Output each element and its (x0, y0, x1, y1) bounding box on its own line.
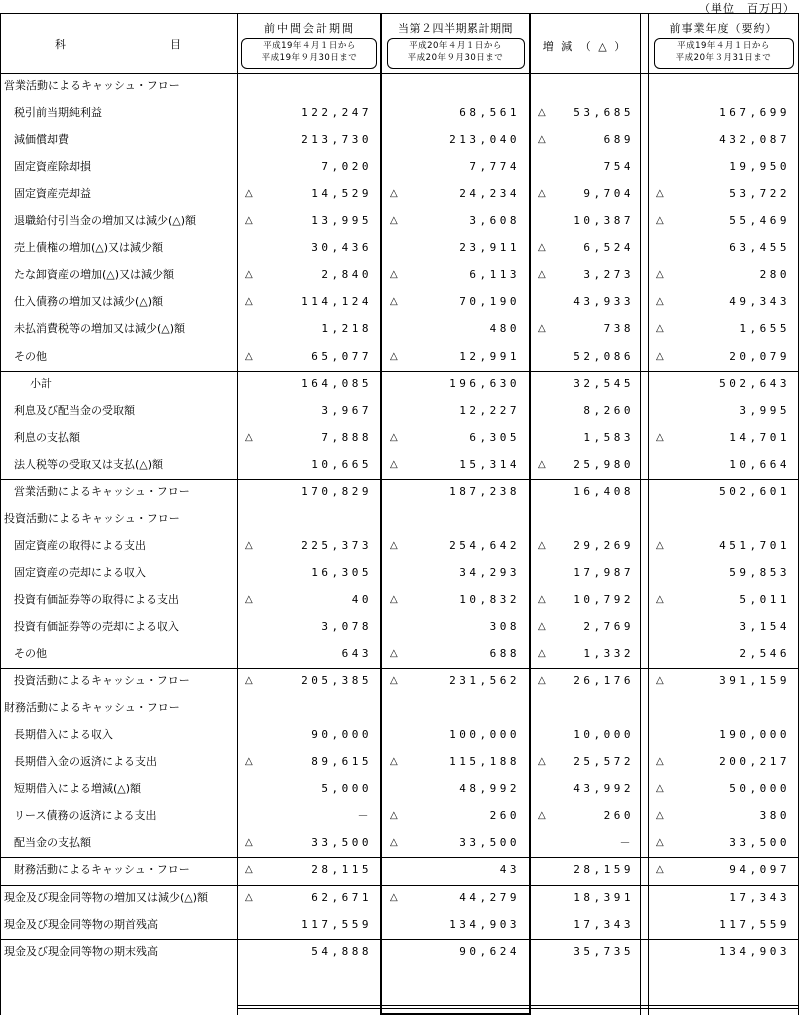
cell-value: 90,000 (311, 728, 372, 742)
row-rule (530, 857, 798, 858)
cell-value: 190,000 (719, 728, 790, 742)
col-separator (237, 13, 238, 1015)
cell-value: 10,792 (573, 592, 634, 606)
row-label: 売上債権の増加(△)又は減少額 (14, 241, 164, 255)
cell-value: 7,774 (469, 160, 520, 174)
left-border (0, 13, 1, 1015)
row-label: 減価償却費 (14, 133, 69, 147)
negative-marker: △ (390, 269, 398, 281)
current-period-right-border (529, 13, 531, 1015)
cell-value: － (357, 809, 372, 823)
negative-marker: △ (656, 215, 664, 227)
cell-value: 5,011 (739, 592, 790, 606)
cell-value: 12,227 (459, 403, 520, 417)
row-rule (381, 479, 530, 480)
negative-marker: △ (656, 675, 664, 687)
negative-marker: △ (390, 810, 398, 822)
cell-value: 17,343 (573, 917, 634, 931)
row-rule (530, 885, 798, 886)
cell-value: 10,000 (573, 728, 634, 742)
cell-value: 187,238 (449, 484, 520, 498)
cell-value: 480 (489, 322, 520, 336)
negative-marker: △ (656, 783, 664, 795)
cell-value: 43,992 (573, 782, 634, 796)
header-prev-interim-title: 前中間会計期間 (264, 22, 355, 35)
header-current-from: 平成20年４月１日から (409, 41, 502, 51)
negative-marker: △ (245, 891, 253, 903)
cell-value: 62,671 (311, 890, 372, 904)
cell-value: 17,343 (729, 890, 790, 904)
cell-value: 231,562 (449, 674, 520, 688)
cell-value: 308 (489, 620, 520, 633)
cell-value: 380 (759, 809, 790, 823)
row-rule (381, 939, 530, 940)
cell-value: 29,269 (573, 538, 634, 552)
row-label: 固定資産の取得による支出 (14, 538, 146, 552)
row-label: 利息及び配当金の受取額 (14, 403, 135, 417)
cell-value: 14,529 (311, 187, 372, 201)
row-rule (530, 668, 798, 669)
cell-value: 20,079 (729, 349, 790, 363)
negative-marker: △ (245, 593, 253, 605)
negative-marker: △ (390, 539, 398, 551)
cell-value: 33,500 (311, 836, 372, 850)
header-prev-year-from: 平成19年４月１日から (677, 41, 770, 51)
negative-marker: △ (390, 837, 398, 849)
negative-marker: △ (538, 107, 546, 119)
negative-marker: △ (390, 891, 398, 903)
negative-marker: △ (538, 621, 546, 632)
row-rule (381, 668, 530, 669)
cell-value: 30,436 (311, 241, 372, 255)
cell-value: 8,260 (583, 403, 634, 417)
row-label: 法人税等の受取又は支払(△)額 (14, 457, 164, 471)
negative-marker: △ (390, 756, 398, 768)
cell-value: 3,078 (321, 620, 372, 633)
cell-value: 28,159 (573, 863, 634, 877)
negative-marker: △ (390, 296, 398, 308)
cell-value: 26,176 (573, 674, 634, 688)
cell-value: 2,546 (739, 647, 790, 661)
header-current-title: 当第２四半期累計期間 (398, 22, 513, 35)
negative-marker: △ (538, 323, 546, 335)
row-label: 投資有価証券等の取得による支出 (14, 592, 179, 606)
negative-marker: △ (390, 350, 398, 362)
row-label: 配当金の支払額 (14, 836, 91, 850)
negative-marker: △ (538, 593, 546, 605)
negative-marker: △ (245, 269, 253, 281)
cell-value: 200,217 (719, 755, 790, 769)
negative-marker: △ (245, 215, 253, 227)
row-label: 短期借入による増減(△)額 (14, 782, 142, 796)
cell-value: 53,685 (573, 106, 634, 120)
negative-marker: △ (656, 431, 664, 443)
negative-marker: △ (245, 837, 253, 849)
cell-value: 738 (603, 322, 634, 336)
cell-value: 59,853 (729, 565, 790, 579)
negative-marker: △ (538, 539, 546, 551)
row-label: 現金及び現金同等物の増加又は減少(△)額 (4, 890, 209, 904)
row-label: 仕入債務の増加又は減少(△)額 (14, 295, 164, 309)
header-prev-interim-from: 平成19年４月１日から (263, 41, 356, 51)
current-period-left-border (380, 13, 382, 1015)
row-rule (381, 885, 530, 886)
row-label: 固定資産の売却による収入 (14, 565, 146, 579)
negative-marker: △ (245, 756, 253, 768)
header-prev-year-title: 前事業年度（要約） (669, 22, 778, 35)
negative-marker: △ (538, 188, 546, 200)
row-label: 現金及び現金同等物の期首残高 (4, 917, 158, 931)
cell-value: 164,085 (301, 376, 372, 390)
cell-value: 18,391 (573, 890, 634, 904)
section-heading: 財務活動によるキャッシュ・フロー (4, 701, 180, 715)
cell-value: 754 (603, 160, 634, 174)
negative-marker: △ (538, 269, 546, 281)
col-separator (640, 13, 641, 1015)
cell-value: 50,000 (729, 782, 790, 796)
cell-value: 689 (603, 133, 634, 147)
cell-value: 55,469 (729, 214, 790, 228)
negative-marker: △ (656, 269, 664, 281)
cell-value: 213,730 (301, 133, 372, 147)
cell-value: 100,000 (449, 728, 520, 742)
cell-value: 40 (351, 592, 372, 606)
cell-value: 17,987 (573, 565, 634, 579)
row-label: 営業活動によるキャッシュ・フロー (14, 484, 190, 498)
row-label: 小計 (30, 376, 52, 390)
cell-value: 134,903 (719, 944, 790, 958)
cell-value: 117,559 (719, 917, 790, 931)
negative-marker: △ (245, 539, 253, 551)
negative-marker: △ (245, 188, 253, 200)
row-rule (0, 668, 380, 669)
negative-marker: △ (245, 431, 253, 443)
cell-value: 94,097 (729, 863, 790, 877)
cell-value: 28,115 (311, 863, 372, 877)
negative-marker: △ (656, 350, 664, 362)
cell-value: 34,293 (459, 565, 520, 579)
row-label: その他 (14, 349, 47, 363)
row-label: 現金及び現金同等物の期末残高 (4, 944, 158, 958)
cell-value: 16,305 (311, 565, 372, 579)
cell-value: 3,608 (469, 214, 520, 228)
total-double-rule-top (237, 1005, 799, 1006)
negative-marker: △ (245, 675, 253, 687)
section-heading: 営業活動によるキャッシュ・フロー (4, 79, 180, 92)
row-rule (381, 857, 530, 858)
cell-value: 3,967 (321, 403, 372, 417)
table-top-rule (0, 13, 799, 14)
cell-value: － (619, 836, 634, 850)
cell-value: 451,701 (719, 538, 790, 552)
cell-value: 70,190 (459, 295, 520, 309)
header-change: 増 減 （ △ ） (542, 40, 628, 53)
row-label: その他 (14, 647, 47, 661)
header-prev-year-to: 平成20年３月31日まで (675, 53, 772, 63)
cell-value: 213,040 (449, 133, 520, 147)
cell-value: 225,373 (301, 538, 372, 552)
section-heading: 投資活動によるキャッシュ・フロー (4, 511, 180, 525)
row-rule (0, 857, 380, 858)
row-rule (530, 371, 798, 372)
cell-value: 260 (489, 809, 520, 823)
cell-value: 3,154 (739, 620, 790, 633)
cell-value: 53,722 (729, 187, 790, 201)
cell-value: 52,086 (573, 349, 634, 363)
cell-value: 391,159 (719, 674, 790, 688)
cell-value: 2,840 (321, 268, 372, 282)
cell-value: 117,559 (301, 917, 372, 931)
negative-marker: △ (656, 188, 664, 200)
cell-value: 122,247 (301, 106, 372, 120)
row-rule (530, 939, 798, 940)
negative-marker: △ (390, 593, 398, 605)
negative-marker: △ (538, 134, 546, 146)
row-label: 利息の支払額 (14, 430, 80, 444)
cell-value: 196,630 (449, 376, 520, 390)
cell-value: 643 (341, 647, 372, 661)
cell-value: 1,218 (321, 322, 372, 336)
negative-marker: △ (538, 675, 546, 687)
header-prev-interim-to: 平成19年９月30日まで (261, 53, 358, 63)
negative-marker: △ (390, 188, 398, 200)
row-rule (0, 939, 380, 940)
row-label: たな卸資産の増加(△)又は減少額 (14, 268, 175, 282)
row-label: リース債務の返済による支出 (14, 809, 157, 823)
negative-marker: △ (390, 458, 398, 470)
negative-marker: △ (656, 837, 664, 849)
row-rule (0, 479, 380, 480)
cell-value: 2,769 (583, 620, 634, 633)
cell-value: 114,124 (301, 295, 372, 309)
cell-value: 23,911 (459, 241, 520, 255)
row-label: 税引前当期純利益 (14, 106, 102, 120)
negative-marker: △ (656, 864, 664, 876)
row-label: 長期借入金の返済による支出 (14, 755, 157, 769)
row-label: 未払消費税等の増加又は減少(△)額 (14, 322, 186, 336)
cell-value: 205,385 (301, 674, 372, 688)
cell-value: 44,279 (459, 890, 520, 904)
cell-value: 6,524 (583, 241, 634, 255)
negative-marker: △ (538, 458, 546, 470)
cell-value: 48,992 (459, 782, 520, 796)
row-rule (530, 479, 798, 480)
cell-value: 43,933 (573, 295, 634, 309)
cell-value: 502,601 (719, 484, 790, 498)
cell-value: 13,995 (311, 214, 372, 228)
cell-value: 167,699 (719, 106, 790, 120)
negative-marker: △ (245, 864, 253, 876)
cell-value: 35,735 (573, 944, 634, 958)
row-rule (0, 885, 380, 886)
cell-value: 25,572 (573, 755, 634, 769)
negative-marker: △ (656, 323, 664, 335)
row-label: 投資活動によるキャッシュ・フロー (14, 674, 190, 688)
cell-value: 89,615 (311, 755, 372, 769)
cell-value: 9,704 (583, 187, 634, 201)
negative-marker: △ (390, 215, 398, 227)
row-label: 固定資産売却益 (14, 187, 91, 201)
negative-marker: △ (538, 756, 546, 768)
cell-value: 63,455 (729, 241, 790, 255)
cell-value: 502,643 (719, 376, 790, 390)
unit-label: （単位 百万円） (699, 2, 795, 15)
cell-value: 688 (489, 647, 520, 661)
cell-value: 14,701 (729, 430, 790, 444)
cell-value: 1,332 (583, 647, 634, 661)
cell-value: 260 (603, 809, 634, 823)
cell-value: 15,314 (459, 457, 520, 471)
cell-value: 1,655 (739, 322, 790, 336)
cell-value: 33,500 (729, 836, 790, 850)
cell-value: 25,980 (573, 457, 634, 471)
cell-value: 49,343 (729, 295, 790, 309)
cell-value: 7,020 (321, 160, 372, 174)
cell-value: 24,234 (459, 187, 520, 201)
col-separator (648, 13, 649, 1015)
row-label: 長期借入による収入 (14, 728, 113, 742)
negative-marker: △ (538, 242, 546, 254)
negative-marker: △ (656, 593, 664, 605)
cell-value: 1,583 (583, 430, 634, 444)
cell-value: 170,829 (301, 484, 372, 498)
cell-value: 12,991 (459, 349, 520, 363)
cell-value: 115,188 (449, 755, 520, 769)
row-rule (0, 371, 380, 372)
cell-value: 33,500 (459, 836, 520, 850)
cell-value: 3,273 (583, 268, 634, 282)
cell-value: 10,387 (573, 214, 634, 228)
negative-marker: △ (390, 431, 398, 443)
header-item-moku: 目 (170, 38, 183, 51)
cell-value: 254,642 (449, 538, 520, 552)
negative-marker: △ (245, 296, 253, 308)
header-item-ka: 科 (55, 38, 68, 51)
cell-value: 7,888 (321, 430, 372, 444)
row-label: 退職給付引当金の増加又は減少(△)額 (14, 214, 197, 228)
cell-value: 280 (759, 268, 790, 282)
cell-value: 43 (499, 863, 520, 877)
row-label: 固定資産除却損 (14, 160, 91, 174)
negative-marker: △ (656, 296, 664, 308)
cell-value: 134,903 (449, 917, 520, 931)
cell-value: 16,408 (573, 484, 634, 498)
negative-marker: △ (538, 648, 546, 660)
row-rule (381, 371, 530, 372)
negative-marker: △ (538, 810, 546, 822)
cell-value: 54,888 (311, 944, 372, 958)
current-period-bottom-border (380, 1013, 531, 1015)
cell-value: 10,832 (459, 592, 520, 606)
cell-value: 10,665 (311, 457, 372, 471)
cell-value: 19,950 (729, 160, 790, 174)
negative-marker: △ (656, 810, 664, 822)
cell-value: 6,305 (469, 430, 520, 444)
cell-value: 10,664 (729, 457, 790, 471)
cell-value: 68,561 (459, 106, 520, 120)
total-double-rule-bottom (237, 1008, 799, 1009)
cell-value: 432,087 (719, 133, 790, 147)
cell-value: 32,545 (573, 376, 634, 390)
cell-value: 65,077 (311, 349, 372, 363)
cell-value: 5,000 (321, 782, 372, 796)
header-bottom-rule (0, 73, 799, 74)
row-label: 投資有価証券等の売却による収入 (14, 620, 179, 633)
negative-marker: △ (656, 539, 664, 551)
row-label: 財務活動によるキャッシュ・フロー (14, 863, 190, 877)
cell-value: 3,995 (739, 403, 790, 417)
cell-value: 90,624 (459, 944, 520, 958)
negative-marker: △ (390, 675, 398, 687)
negative-marker: △ (656, 756, 664, 768)
cell-value: 6,113 (469, 268, 520, 282)
negative-marker: △ (390, 648, 398, 660)
header-current-to: 平成20年９月30日まで (407, 53, 504, 63)
negative-marker: △ (245, 350, 253, 362)
